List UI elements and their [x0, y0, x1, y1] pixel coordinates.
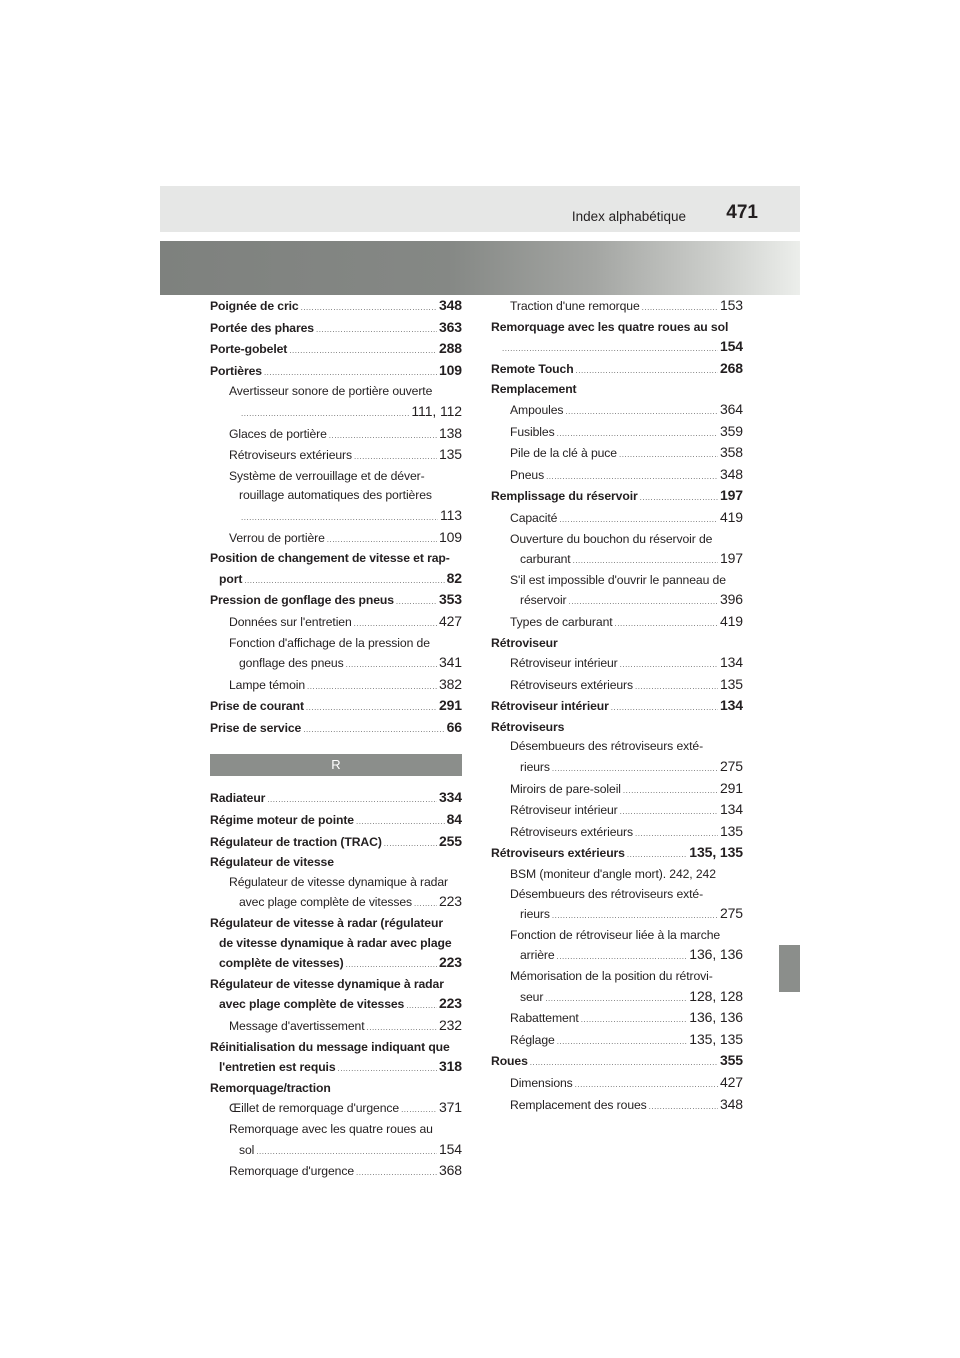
index-entry	[491, 380, 743, 400]
entry-term: Rétroviseurs	[491, 719, 565, 734]
dot-leader	[575, 1075, 718, 1095]
entry-page-ref[interactable]: 135	[438, 446, 462, 463]
dot-leader	[346, 955, 437, 975]
entry-term: Rétroviseurs extérieurs	[229, 448, 353, 463]
index-entry	[491, 653, 743, 675]
index-entry	[210, 1079, 462, 1099]
index-entry	[210, 361, 462, 383]
dot-leader	[565, 402, 718, 422]
index-entry	[210, 402, 462, 424]
dot-leader	[627, 845, 687, 865]
dot-leader	[569, 592, 718, 612]
dot-leader	[619, 445, 718, 465]
entry-page-ref[interactable]: 223	[438, 893, 462, 910]
dot-leader	[367, 1018, 437, 1038]
entry-term: Œillet de remorquage d'urgence	[229, 1101, 400, 1116]
index-entry	[491, 359, 743, 381]
index-entry	[491, 987, 743, 1009]
entry-page-ref[interactable]: 268	[719, 359, 743, 376]
entry-term: Régulateur de vitesse dynamique à radar	[229, 874, 448, 889]
index-entry	[491, 718, 743, 738]
index-entry	[210, 873, 462, 893]
index-entry	[210, 994, 462, 1016]
dot-leader	[557, 424, 718, 444]
index-entry	[491, 634, 743, 654]
index-entry	[491, 296, 743, 318]
entry-term: Régulateur de vitesse dynamique à radar	[210, 976, 444, 991]
entry-page-ref[interactable]: 134	[719, 697, 743, 714]
entry-term: sol	[239, 1142, 255, 1157]
index-entry	[210, 612, 462, 634]
entry-term: Régime moteur de pointe	[210, 813, 354, 828]
index-entry	[491, 571, 743, 591]
entry-page-ref[interactable]: 318	[438, 1058, 462, 1075]
entry-page-ref[interactable]: 134	[719, 654, 743, 671]
index-entry	[210, 486, 462, 506]
entry-page-ref[interactable]: 111, 112	[411, 402, 462, 419]
entry-term: Pile de la clé à puce	[510, 446, 617, 461]
index-entry	[210, 424, 462, 446]
entry-page-ref[interactable]: 136, 136	[689, 946, 743, 963]
index-entry	[210, 528, 462, 550]
entry-term: Lampe témoin	[229, 677, 306, 692]
dot-leader	[264, 363, 437, 383]
entry-term: Remote Touch	[491, 361, 574, 376]
entry-term: Mémorisation de la position du rétrovi-	[510, 969, 713, 983]
entry-page-ref[interactable]: 136, 136	[689, 1009, 743, 1026]
dot-leader	[573, 551, 718, 571]
dot-leader	[354, 447, 437, 467]
entry-term: Portières	[210, 363, 262, 378]
index-entry	[210, 382, 462, 402]
entry-term: Prise de service	[210, 720, 302, 735]
entry-term: Rétroviseur intérieur	[510, 803, 618, 818]
index-entry	[491, 1095, 743, 1117]
entry-page-ref[interactable]: 358	[719, 444, 743, 461]
entry-term: BSM (moniteur d'angle mort). 242, 242	[510, 867, 716, 882]
entry-term: Désembueurs des rétroviseurs exté-	[510, 886, 704, 901]
dot-leader	[620, 655, 718, 675]
dot-leader	[557, 947, 688, 967]
dot-leader	[545, 989, 687, 1009]
entry-page-ref[interactable]: 291	[438, 697, 462, 714]
entry-page-ref[interactable]: 154	[719, 338, 743, 355]
entry-page-ref[interactable]: 275	[719, 905, 743, 922]
index-entry	[491, 318, 743, 338]
entry-term: Rétroviseurs extérieurs	[510, 824, 634, 839]
index-entry	[491, 1008, 743, 1030]
index-entry	[491, 757, 743, 779]
entry-page-ref[interactable]: 334	[438, 789, 462, 806]
entry-term: Ouverture du bouchon du réservoir de	[510, 531, 713, 546]
dot-leader	[406, 996, 437, 1016]
letter-heading-r: R	[210, 754, 462, 776]
entry-page-ref[interactable]: 353	[438, 591, 462, 608]
dot-leader	[267, 790, 437, 810]
entry-term: arrière	[520, 948, 555, 963]
index-entry	[491, 530, 743, 550]
entry-term: Traction d'une remorque	[510, 299, 640, 313]
entry-term: Pression de gonflage des pneus	[210, 593, 394, 608]
entry-term: Système de verrouillage et de déver-	[229, 468, 425, 483]
index-entry	[491, 945, 743, 967]
index-entry	[491, 1073, 743, 1095]
entry-term: rieurs	[520, 760, 550, 775]
entry-page-ref[interactable]: 419	[719, 612, 743, 629]
entry-page-ref[interactable]: 363	[438, 318, 462, 335]
entry-term: Régulateur de vitesse à radar (régulateur	[210, 916, 443, 931]
entry-term: de vitesse dynamique à radar avec plage	[219, 935, 452, 950]
entry-page-ref[interactable]: 355	[719, 1052, 743, 1069]
dot-leader	[552, 906, 718, 926]
dot-leader	[241, 508, 438, 528]
entry-term: Fonction de rétroviseur liée à la marche	[510, 927, 721, 942]
entry-term: Message d'avertissement	[229, 1019, 365, 1033]
dot-leader	[615, 614, 718, 634]
dot-leader	[256, 1142, 437, 1162]
entry-page-ref[interactable]: 134	[719, 801, 743, 818]
entry-page-ref[interactable]: 364	[719, 400, 743, 417]
index-entry	[210, 569, 462, 591]
index-entry	[210, 914, 462, 934]
dot-leader	[635, 677, 718, 697]
dot-leader	[576, 361, 718, 381]
index-entry	[491, 486, 743, 508]
entry-term: Remorquage/traction	[210, 1080, 331, 1095]
index-entries-r	[210, 788, 462, 1182]
entry-term: Remplacement des roues	[510, 1097, 647, 1112]
entry-term: Avertisseur sonore de portière ouverte	[229, 384, 433, 399]
dot-leader	[244, 571, 444, 591]
index-entry	[491, 1030, 743, 1052]
dot-leader	[338, 1059, 437, 1079]
entry-term: Position de changement de vitesse et rap-	[210, 551, 450, 566]
entry-page-ref[interactable]: 232	[438, 1017, 462, 1033]
entry-term: Ampoules	[510, 402, 564, 417]
entry-term: avec plage complète de vitesses	[239, 895, 413, 910]
index-entry	[210, 318, 462, 340]
dot-leader	[289, 341, 437, 361]
entry-term: Remorquage d'urgence	[229, 1164, 354, 1179]
index-entry	[210, 718, 462, 740]
index-entry	[491, 1051, 743, 1073]
entry-term: Régulateur de traction (TRAC)	[210, 834, 382, 849]
entry-term: Prise de courant	[210, 699, 304, 714]
header-gradient-band	[160, 241, 800, 295]
entry-page-ref[interactable]: 109	[438, 361, 462, 378]
entry-term: Portée des phares	[210, 320, 314, 335]
entry-term: Désembueurs des rétroviseurs exté-	[510, 739, 704, 754]
dot-leader	[241, 404, 409, 424]
entry-term: Glaces de portière	[229, 426, 327, 441]
index-entry	[210, 1038, 462, 1058]
index-entry	[491, 779, 743, 801]
entry-term: gonflage des pneus	[239, 656, 344, 671]
dot-leader	[557, 1032, 688, 1052]
dot-leader	[640, 488, 718, 508]
entry-page-ref[interactable]: 197	[719, 487, 743, 504]
index-entry	[210, 953, 462, 975]
entry-page-ref[interactable]: 84	[446, 811, 462, 828]
dot-leader	[623, 781, 718, 801]
entry-term: Fonction d'affichage de la pression de	[229, 635, 430, 650]
entry-term: complète de vitesses)	[219, 956, 344, 971]
entry-term: Remorquage avec les quatre roues au	[229, 1121, 433, 1136]
entry-term: Dimensions	[510, 1075, 573, 1090]
entry-term: Rétroviseur intérieur	[510, 656, 618, 671]
index-entry	[491, 465, 743, 487]
entry-page-ref[interactable]: 223	[438, 954, 462, 971]
dot-leader	[354, 614, 437, 634]
index-entry	[210, 832, 462, 854]
index-entry	[210, 549, 462, 569]
dot-leader	[301, 298, 437, 318]
entry-term: Types de carburant	[510, 614, 613, 629]
entry-page-ref[interactable]: 113	[439, 506, 462, 523]
dot-leader	[327, 530, 437, 550]
index-entry	[210, 467, 462, 487]
index-entry	[210, 445, 462, 467]
entry-page-ref[interactable]: 427	[438, 612, 462, 629]
index-entry	[210, 339, 462, 361]
entry-page-ref[interactable]: 109	[438, 528, 462, 545]
entry-term: Rétroviseur intérieur	[491, 699, 609, 714]
dot-leader	[546, 467, 718, 487]
index-entry	[491, 590, 743, 612]
entry-page-ref[interactable]: 348	[719, 1095, 743, 1112]
entry-page-ref[interactable]: 138	[438, 424, 462, 441]
index-entry	[491, 612, 743, 634]
entry-term: Porte-gobelet	[210, 342, 288, 357]
section-thumb-tab	[779, 945, 800, 992]
index-entry	[491, 337, 743, 359]
index-entry	[491, 865, 743, 885]
index-entry	[210, 653, 462, 675]
dot-leader	[552, 759, 718, 779]
entry-term: Données sur l'entretien	[229, 614, 352, 629]
entry-page-ref[interactable]: 368	[438, 1162, 462, 1179]
index-entry	[210, 1140, 462, 1162]
entry-page-ref[interactable]: 288	[438, 340, 462, 357]
index-entry	[491, 422, 743, 444]
entry-term: Rabattement	[510, 1011, 579, 1026]
entry-page-ref[interactable]: 135	[719, 822, 743, 839]
index-entry	[491, 400, 743, 422]
entry-term: Poignée de cric	[210, 299, 299, 313]
entry-page-ref[interactable]: 82	[446, 569, 462, 586]
entry-term: Capacité	[510, 510, 558, 525]
dot-leader	[307, 677, 437, 697]
entry-term: seur	[520, 989, 544, 1004]
entry-page-ref[interactable]: 135, 135	[689, 844, 743, 861]
index-entry	[491, 843, 743, 865]
entry-page-ref[interactable]: 223	[438, 995, 462, 1012]
entry-term: Rétroviseurs extérieurs	[510, 677, 634, 692]
index-entry	[210, 810, 462, 832]
index-column-right	[491, 296, 743, 1116]
entry-term: Rétroviseur	[491, 635, 558, 650]
entry-term: Radiateur	[210, 791, 266, 806]
entry-term: Réglage	[510, 1032, 555, 1047]
entry-page-ref[interactable]: 255	[438, 832, 462, 849]
dot-leader	[620, 802, 718, 822]
entry-page-ref[interactable]: 359	[719, 422, 743, 439]
entry-term: carburant	[520, 552, 571, 567]
entry-term: réservoir	[520, 593, 567, 608]
entry-page-ref[interactable]: 153	[719, 297, 743, 313]
index-entry	[491, 822, 743, 844]
entry-term: Verrou de portière	[229, 530, 325, 545]
page-number: 471	[726, 202, 758, 223]
dot-leader	[530, 1053, 718, 1073]
index-entry	[491, 675, 743, 697]
index-column-left	[210, 296, 462, 1183]
entry-page-ref[interactable]: 427	[719, 1073, 743, 1090]
index-entry	[210, 1016, 462, 1038]
index-entry	[210, 788, 462, 810]
dot-leader	[316, 320, 437, 340]
entry-term: Pneus	[510, 467, 545, 482]
entry-term: Fusibles	[510, 424, 555, 439]
entry-term: l'entretien est requis	[219, 1060, 336, 1075]
entry-page-ref[interactable]: 419	[719, 508, 743, 525]
entry-term: Rétroviseurs extérieurs	[491, 846, 625, 861]
entry-term: Régulateur de vitesse	[210, 855, 334, 870]
entry-page-ref[interactable]: 197	[719, 550, 743, 567]
entry-page-ref[interactable]: 128, 128	[689, 987, 743, 1004]
entry-term: port	[219, 571, 243, 586]
dot-leader	[581, 1010, 688, 1030]
entry-term: Remorquage avec les quatre roues au sol	[491, 319, 729, 334]
entry-page-ref[interactable]: 382	[438, 675, 462, 692]
dot-leader	[414, 894, 437, 914]
entry-page-ref[interactable]: 348	[719, 465, 743, 482]
entry-term: Remplacement	[491, 382, 577, 397]
entry-term: rieurs	[520, 907, 550, 922]
entry-term: Miroirs de pare-soleil	[510, 781, 621, 796]
index-entry	[210, 1120, 462, 1140]
entry-page-ref[interactable]: 291	[719, 779, 743, 796]
index-entry	[210, 1161, 462, 1183]
index-entry	[491, 737, 743, 757]
index-entry	[210, 634, 462, 654]
index-entry	[491, 926, 743, 946]
dot-leader	[642, 298, 718, 318]
entry-page-ref[interactable]: 348	[438, 297, 462, 313]
index-entry	[210, 853, 462, 873]
index-entry	[491, 696, 743, 718]
dot-leader	[611, 698, 718, 718]
dot-leader	[356, 1163, 437, 1183]
index-entry	[210, 590, 462, 612]
index-entry	[210, 675, 462, 697]
dot-leader	[346, 655, 437, 675]
dot-leader	[384, 834, 437, 854]
dot-leader	[401, 1100, 437, 1120]
dot-leader	[329, 426, 437, 446]
index-entry	[210, 696, 462, 718]
index-entry	[210, 934, 462, 954]
entry-page-ref[interactable]: 135	[719, 675, 743, 692]
dot-leader	[635, 824, 718, 844]
dot-leader	[559, 510, 718, 530]
dot-leader	[649, 1097, 718, 1117]
index-entries-p	[210, 296, 462, 739]
entry-page-ref[interactable]: 341	[438, 654, 462, 671]
index-entry	[210, 506, 462, 528]
index-entry	[210, 1098, 462, 1120]
index-entry	[491, 443, 743, 465]
index-entries-r-cont	[491, 296, 743, 1116]
entry-page-ref[interactable]: 135, 135	[689, 1030, 743, 1047]
dot-leader	[356, 812, 445, 832]
index-entry	[210, 296, 462, 318]
dot-leader	[396, 592, 437, 612]
entry-term: Réinitialisation du message indiquant que	[210, 1039, 450, 1054]
entry-page-ref[interactable]: 66	[446, 718, 462, 735]
dot-leader	[306, 698, 437, 718]
entry-term: Roues	[491, 1054, 528, 1069]
index-entry	[491, 967, 743, 987]
index-entry	[210, 892, 462, 914]
dot-leader	[502, 339, 718, 359]
index-entry	[210, 975, 462, 995]
section-title: Index alphabétique	[571, 209, 686, 224]
index-entry	[491, 904, 743, 926]
entry-page-ref[interactable]: 275	[719, 758, 743, 775]
entry-page-ref[interactable]: 371	[438, 1099, 462, 1116]
header-bar	[160, 186, 800, 232]
entry-term: S'il est impossible d'ouvrir le panneau de	[510, 572, 726, 587]
index-entry	[210, 1057, 462, 1079]
entry-page-ref[interactable]: 396	[719, 591, 743, 608]
index-entry	[491, 508, 743, 530]
dot-leader	[303, 720, 444, 740]
entry-term: rouillage automatiques des portières	[239, 488, 432, 503]
index-entry	[491, 549, 743, 571]
entry-term: Remplissage du réservoir	[491, 489, 638, 504]
entry-term: avec plage complète de vitesses	[219, 997, 405, 1012]
index-entry	[491, 800, 743, 822]
index-entry	[491, 885, 743, 905]
entry-page-ref[interactable]: 154	[438, 1140, 462, 1157]
